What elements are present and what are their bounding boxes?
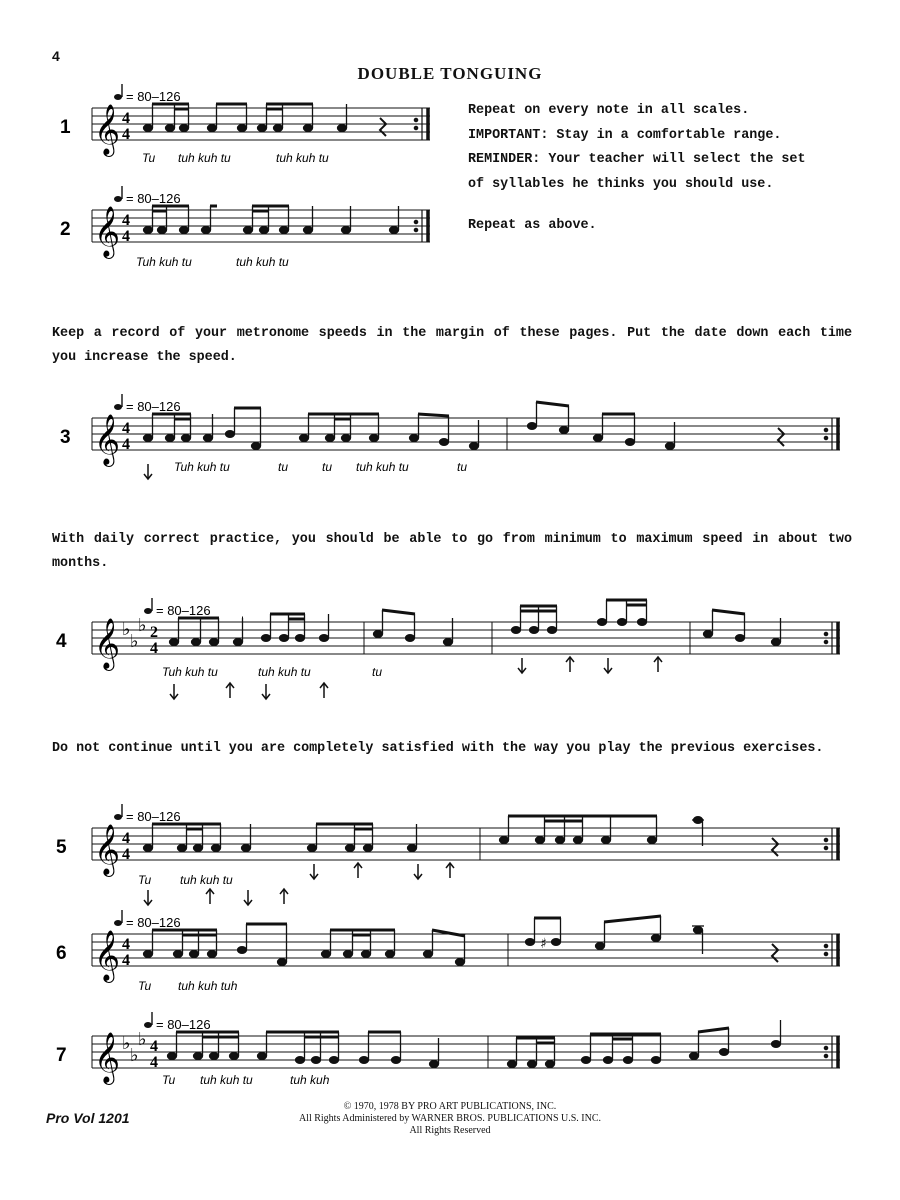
treble-clef-icon: 𝄞 <box>94 824 121 875</box>
syllables <box>174 460 467 474</box>
treble-clef-icon: 𝄞 <box>94 618 121 669</box>
instruction-line-4: of syllables he thinks you should use. <box>468 176 774 192</box>
svg-text:tu: tu <box>322 460 333 474</box>
svg-text:Tuh kuh tu: Tuh kuh tu <box>162 665 218 679</box>
svg-text:Tu: Tu <box>138 979 152 993</box>
svg-text:= 80–126: = 80–126 <box>126 399 181 414</box>
svg-text:tuh kuh tuh: tuh kuh tuh <box>178 979 238 993</box>
svg-text:tuh kuh tu: tuh kuh tu <box>236 255 289 269</box>
svg-text:♭: ♭ <box>138 1029 147 1050</box>
staff-lines <box>92 418 840 450</box>
instruction-line-3: REMINDER: Your teacher will select the set <box>468 152 806 167</box>
treble-clef-icon: 𝄞 <box>94 206 121 257</box>
svg-text:♭: ♭ <box>122 1033 131 1054</box>
exercise-number: 6 <box>56 943 67 964</box>
svg-text:4: 4 <box>122 126 130 143</box>
svg-text:tuh kuh tu: tuh kuh tu <box>180 873 233 887</box>
exercise-number: 3 <box>60 427 71 448</box>
svg-text:2: 2 <box>150 624 158 641</box>
staff-lines <box>92 934 840 966</box>
copyright-line-3: All Rights Reserved <box>409 1125 491 1136</box>
repeat-note: Repeat as above. <box>468 218 597 233</box>
paragraph-satisfied: Do not continue until you are completely satisfied with the way you play the previous exercises. <box>52 741 824 756</box>
svg-text:tuh kuh tu: tuh kuh tu <box>356 460 409 474</box>
treble-clef-icon: 𝄞 <box>94 1032 121 1083</box>
instructions-block <box>468 99 806 197</box>
treble-clef-icon: 𝄞 <box>94 930 121 981</box>
svg-text:= 80–126: = 80–126 <box>126 89 181 104</box>
exercise-2 <box>52 184 452 274</box>
time-signature <box>150 1038 158 1071</box>
svg-text:= 80–126: = 80–126 <box>126 915 181 930</box>
copyright-notice <box>180 1101 720 1137</box>
svg-text:Tu: Tu <box>142 151 156 165</box>
svg-text:4: 4 <box>122 952 130 969</box>
staff-lines <box>92 828 840 860</box>
svg-text:tuh kuh tu: tuh kuh tu <box>178 151 231 165</box>
notes <box>170 600 781 645</box>
tempo-marking <box>114 394 181 414</box>
svg-text:4: 4 <box>122 420 130 437</box>
tempo-marking <box>144 598 211 618</box>
tempo-marking <box>114 84 181 104</box>
svg-text:= 80–126: = 80–126 <box>126 809 181 824</box>
exercise-5 <box>52 802 852 912</box>
time-signature <box>122 212 130 245</box>
publication-code: Pro Vol 1201 <box>46 1110 130 1126</box>
svg-text:4: 4 <box>122 830 130 847</box>
svg-text:= 80–126: = 80–126 <box>156 603 211 618</box>
svg-text:4: 4 <box>150 640 158 657</box>
page-title: DOUBLE TONGUING <box>357 64 543 83</box>
paragraph-record: Keep a record of your metronome speeds in the margin of these pages. Put the date down each time you increase the speed. <box>52 326 852 365</box>
svg-text:♭: ♭ <box>130 631 139 652</box>
notes <box>144 104 387 136</box>
exercise-number: 5 <box>56 837 67 858</box>
paragraph-practice: With daily correct practice, you should be able to go from minimum to maximum speed in about two months. <box>52 532 852 571</box>
time-signature <box>122 420 130 453</box>
sharp-icon: ♯ <box>540 936 547 952</box>
copyright-line-1: © 1970, 1978 BY PRO ART PUBLICATIONS, INC. <box>343 1101 557 1112</box>
tempo-marking <box>114 910 181 930</box>
svg-text:4: 4 <box>150 1038 158 1055</box>
exercise-3 <box>52 392 852 484</box>
svg-text:4: 4 <box>122 436 130 453</box>
time-signature <box>122 830 130 863</box>
svg-text:tu: tu <box>278 460 289 474</box>
tempo-marking <box>114 186 181 206</box>
syllables <box>136 255 289 269</box>
svg-text:Tuh kuh tu: Tuh kuh tu <box>136 255 192 269</box>
svg-text:4: 4 <box>122 212 130 229</box>
staff-lines <box>92 210 430 242</box>
exercise-1 <box>52 82 452 172</box>
instruction-line-2: IMPORTANT: Stay in a comfortable range. <box>468 127 782 143</box>
svg-text:tu: tu <box>372 665 383 679</box>
svg-text:Tuh kuh tu: Tuh kuh tu <box>174 460 230 474</box>
syllables <box>138 979 238 993</box>
svg-text:= 80–126: = 80–126 <box>156 1017 211 1032</box>
svg-text:tuh kuh tu: tuh kuh tu <box>200 1073 253 1087</box>
svg-text:♭: ♭ <box>138 615 147 636</box>
svg-text:tu: tu <box>457 460 468 474</box>
syllables <box>162 1073 330 1087</box>
exercise-number: 2 <box>60 219 71 240</box>
svg-text:♭: ♭ <box>130 1045 139 1066</box>
copyright-line-2: All Rights Administered by WARNER BROS. PUBLICATIONS U.S. INC. <box>298 1113 602 1124</box>
exercise-number: 4 <box>56 631 67 652</box>
syllables <box>138 873 233 887</box>
svg-text:tuh kuh tu: tuh kuh tu <box>258 665 311 679</box>
tempo-marking <box>144 1012 211 1032</box>
breath-arrows-icon <box>170 657 662 699</box>
breath-arrow-icon <box>144 464 152 479</box>
exercise-7 <box>52 1010 852 1090</box>
svg-text:4: 4 <box>122 110 130 127</box>
staff-lines <box>92 108 430 140</box>
svg-text:4: 4 <box>122 846 130 863</box>
exercise-number: 7 <box>56 1045 67 1066</box>
svg-text:4: 4 <box>122 936 130 953</box>
svg-text:tuh kuh tu: tuh kuh tu <box>276 151 329 165</box>
page-number: 4 <box>52 48 60 64</box>
exercise-number: 1 <box>60 117 71 138</box>
svg-text:Tu: Tu <box>138 873 152 887</box>
treble-clef-icon: 𝄞 <box>94 104 121 155</box>
syllables <box>142 151 329 165</box>
time-signature <box>150 624 158 657</box>
instruction-line-1: Repeat on every note in all scales. <box>468 103 750 118</box>
exercise-4 <box>52 596 852 706</box>
svg-text:♭: ♭ <box>122 619 131 640</box>
time-signature <box>122 110 130 143</box>
tempo-marking <box>114 804 181 824</box>
time-signature <box>122 936 130 969</box>
staff-lines <box>92 622 840 654</box>
svg-text:= 80–126: = 80–126 <box>126 191 181 206</box>
treble-clef-icon: 𝄞 <box>94 414 121 465</box>
exercise-6 <box>52 908 852 1000</box>
syllables <box>162 665 382 679</box>
svg-text:4: 4 <box>122 228 130 245</box>
svg-text:tuh kuh: tuh kuh <box>290 1073 330 1087</box>
svg-text:Tu: Tu <box>162 1073 176 1087</box>
svg-text:4: 4 <box>150 1054 158 1071</box>
